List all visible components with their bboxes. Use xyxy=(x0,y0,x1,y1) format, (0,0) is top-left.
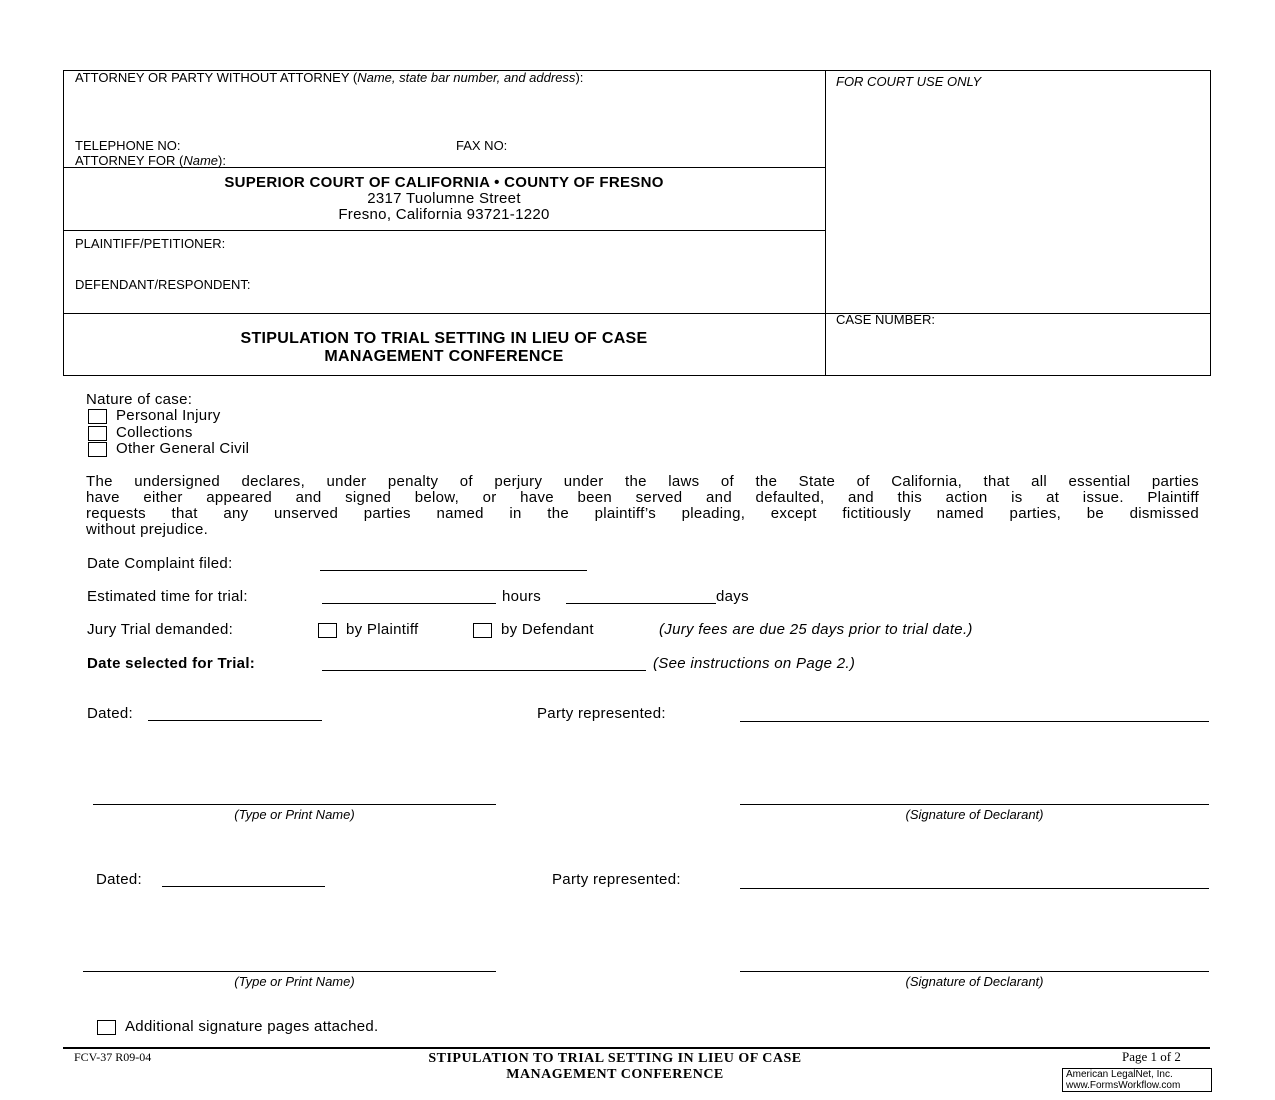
court-city: Fresno, California 93721-1220 xyxy=(338,206,550,223)
signature-caption-2: (Signature of Declarant) xyxy=(905,974,1044,989)
publisher-box xyxy=(1062,1068,1212,1092)
personal-injury-label: Personal Injury xyxy=(116,407,221,424)
publisher-url: www.FormsWorkflow.com xyxy=(1066,1080,1181,1091)
hours-label: hours xyxy=(502,588,542,605)
personal-injury-checkbox[interactable] xyxy=(88,409,107,424)
signature-field-2[interactable] xyxy=(740,971,1209,972)
dated-label-2: Dated: xyxy=(96,871,142,888)
type-print-caption-1: (Type or Print Name) xyxy=(234,807,355,822)
party-represented-label-1: Party represented: xyxy=(537,705,666,722)
days-field[interactable] xyxy=(566,603,716,604)
attorney-for-label: ATTORNEY FOR (Name): xyxy=(75,153,226,168)
form-number: FCV-37 R09-04 xyxy=(74,1050,152,1064)
nature-label: Nature of case: xyxy=(86,391,193,408)
jury-plaintiff-checkbox[interactable] xyxy=(318,623,337,638)
form-title-line1: STIPULATION TO TRIAL SETTING IN LIEU OF CASE xyxy=(240,330,648,347)
plaintiff-label: PLAINTIFF/PETITIONER: xyxy=(75,236,226,251)
court-street: 2317 Tuolumne Street xyxy=(367,190,521,207)
party-represented-field-1[interactable] xyxy=(740,721,1209,722)
other-general-civil-label: Other General Civil xyxy=(116,440,250,457)
estimated-time-label: Estimated time for trial: xyxy=(87,588,248,605)
fax-label: FAX NO: xyxy=(456,138,508,153)
defendant-label: DEFENDANT/RESPONDENT: xyxy=(75,277,251,292)
days-label: days xyxy=(716,588,749,605)
footer-rule xyxy=(63,1047,1210,1049)
collections-checkbox[interactable] xyxy=(88,426,107,441)
signature-caption-1: (Signature of Declarant) xyxy=(905,807,1044,822)
by-plaintiff-label: by Plaintiff xyxy=(346,621,419,638)
jury-defendant-checkbox[interactable] xyxy=(473,623,492,638)
print-name-field-2[interactable] xyxy=(83,971,496,972)
other-general-civil-checkbox[interactable] xyxy=(88,442,107,457)
by-defendant-label: by Defendant xyxy=(501,621,594,638)
party-represented-field-2[interactable] xyxy=(740,888,1209,889)
telephone-label: TELEPHONE NO: xyxy=(75,138,181,153)
party-represented-label-2: Party represented: xyxy=(552,871,681,888)
collections-label: Collections xyxy=(116,424,193,441)
type-print-caption-2: (Type or Print Name) xyxy=(234,974,355,989)
additional-pages-label: Additional signature pages attached. xyxy=(125,1018,379,1035)
hours-field[interactable] xyxy=(322,603,496,604)
dated-label-1: Dated: xyxy=(87,705,133,722)
dated-field-1[interactable] xyxy=(148,720,322,721)
print-name-field-1[interactable] xyxy=(93,804,496,805)
date-complaint-field[interactable] xyxy=(320,570,587,571)
footer-title-line1: STIPULATION TO TRIAL SETTING IN LIEU OF CASE xyxy=(428,1051,802,1066)
date-complaint-label: Date Complaint filed: xyxy=(87,555,233,572)
publisher-name: American LegalNet, Inc. xyxy=(1066,1069,1173,1080)
court-use-label: FOR COURT USE ONLY xyxy=(836,74,982,89)
form-title-line2: MANAGEMENT CONFERENCE xyxy=(324,348,564,365)
additional-pages-checkbox[interactable] xyxy=(97,1020,116,1035)
dated-field-2[interactable] xyxy=(162,886,325,887)
date-selected-field[interactable] xyxy=(322,670,646,671)
jury-note: (Jury fees are due 25 days prior to trial date.) xyxy=(659,621,973,638)
court-name: SUPERIOR COURT OF CALIFORNIA • COUNTY OF FRESNO xyxy=(224,174,664,191)
date-selected-label: Date selected for Trial: xyxy=(87,655,256,672)
attorney-label: ATTORNEY OR PARTY WITHOUT ATTORNEY (Name, state bar number, and address): xyxy=(75,70,584,85)
see-instructions: (See instructions on Page 2.) xyxy=(653,655,856,672)
footer-title-line2: MANAGEMENT CONFERENCE xyxy=(506,1067,724,1082)
signature-field-1[interactable] xyxy=(740,804,1209,805)
page-number: Page 1 of 2 xyxy=(1122,1049,1181,1064)
declaration-text: The undersigned declares, under penalty of perjury under the laws of the State of California, that all essential parties have either appeared and signed below, or have been served and defaulted, and this action is at issue. Plaintiff requests that any unserved parties named in the plaintiff’s pleading, except fictitiously named parties, be dismissed without prejudice. xyxy=(86,473,1199,538)
jury-label: Jury Trial demanded: xyxy=(87,621,234,638)
case-number-label: CASE NUMBER: xyxy=(836,312,935,327)
